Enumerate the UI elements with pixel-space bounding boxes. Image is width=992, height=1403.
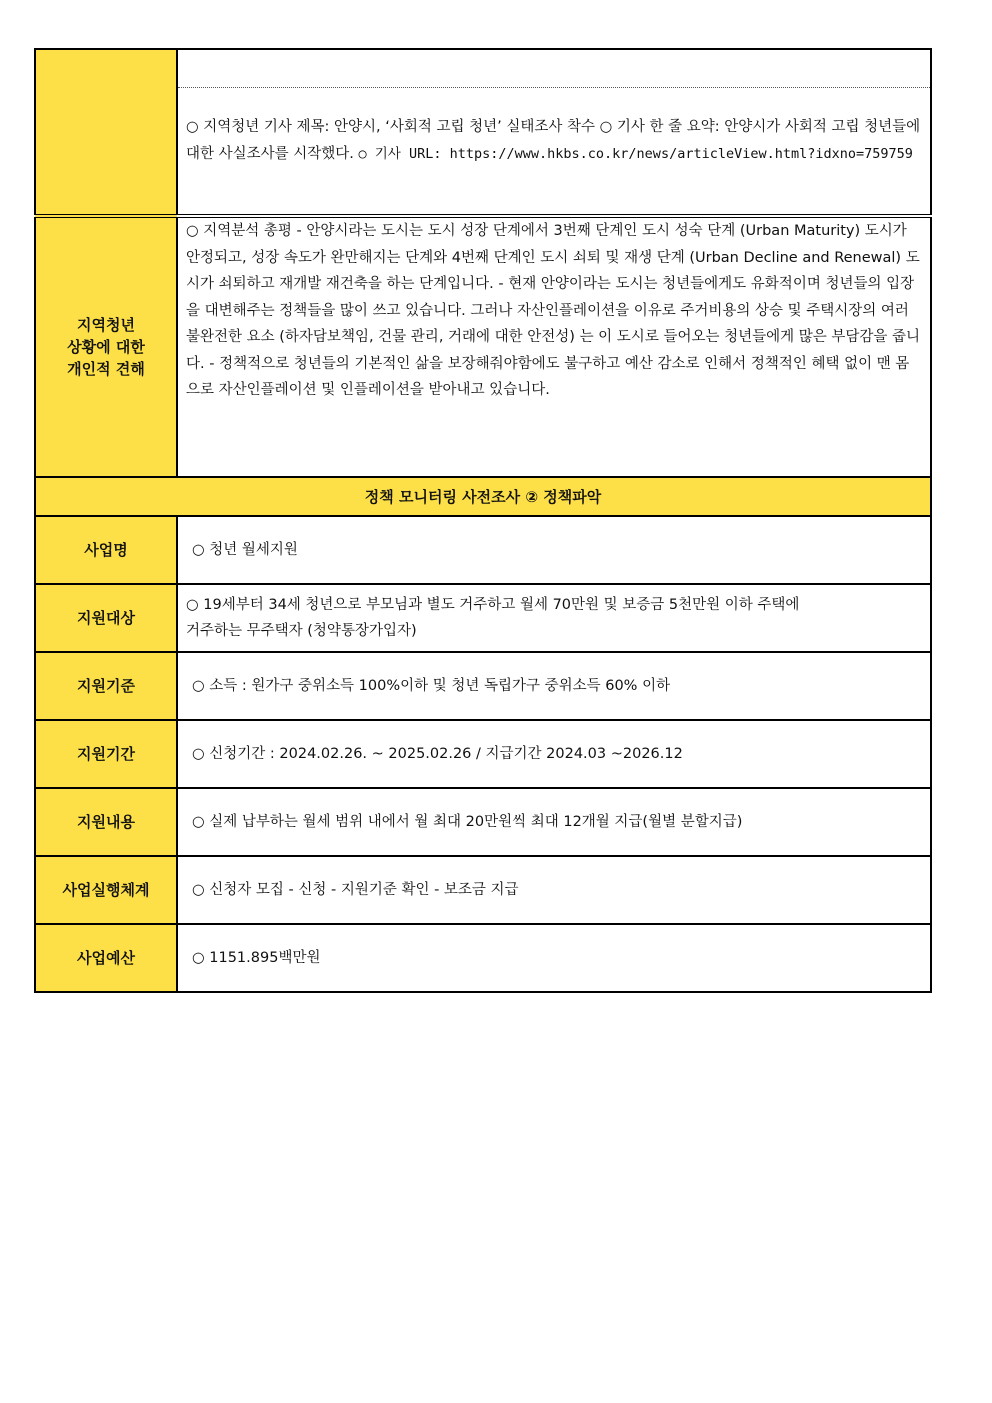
row-line: ○ 신청자 모집 - 신청 - 지원기준 확인 - 보조금 지급 [192, 881, 519, 898]
opinion-label-line: 상황에 대한 [67, 338, 145, 356]
row-label: 지원기준 [35, 652, 177, 720]
row-line: ○ 19세부터 34세 청년으로 부모님과 별도 거주하고 월세 70만원 및 보증금 5천만원 이하 주택에 [186, 596, 800, 613]
article-body [178, 88, 930, 190]
row-value [177, 924, 931, 992]
row-value [177, 856, 931, 924]
row-line: ○ 실제 납부하는 월세 범위 내에서 월 최대 20만원씩 최대 12개월 지급(월별 분할지급) [192, 813, 743, 830]
document-page [34, 48, 932, 993]
row-value [177, 720, 931, 788]
opinion-line: Decline and Renewal) 도시가 쇠퇴하고 재개발 재건축을 하는 단계입니다. [186, 249, 920, 292]
article-url: ○ 기사 URL: https://www.hkbs.co.kr/news/articleView.html?idxno=759759 [358, 146, 913, 162]
row-value [177, 788, 931, 856]
section-header-row [35, 477, 931, 516]
row-line: ○ 1151.895백만원 [192, 949, 321, 966]
policy-row-period [35, 720, 931, 788]
policy-row-name [35, 516, 931, 584]
opinion-label-line: 지역청년 [77, 316, 135, 334]
article-title: ○ 지역청년 기사 제목: 안양시, ‘사회적 고립 청년’ 실태조사 착수 [186, 119, 596, 135]
row-value [177, 584, 931, 652]
article-row [35, 49, 931, 216]
policy-row-budget [35, 924, 931, 992]
row-line: ○ 신청기간 : 2024.02.26. ~ 2025.02.26 / 지급기간 2024.03 ~2026.12 [192, 745, 683, 762]
row-value [177, 516, 931, 584]
policy-row-target [35, 584, 931, 652]
row-label: 지원내용 [35, 788, 177, 856]
opinion-line: 불완전한 요소 (하자담보책임, 건물 관리, 거래에 대한 안전성) 는 이 도시로 들어오는 [186, 329, 720, 345]
opinion-line: - 현재 안양이라는 도시는 청년들에게도 유화적이며 청년들의 입장을 대변해주는 정책들을 [186, 276, 915, 319]
article-content-cell [177, 49, 931, 216]
row-value [177, 652, 931, 720]
opinion-line: - 정책적으로 청년들의 기본적인 삶을 보장해줘야함에도 불구하고 예산 감소로 인해서 [209, 355, 747, 372]
row-label: 사업명 [35, 516, 177, 584]
opinion-line: - 안양시라는 도시는 도시 성장 단계에서 3번째 단계인 도시 성숙 단계 (Urban Maturity) 도시가 [296, 223, 907, 239]
row-line: 거주하는 무주택자 (청약통장가입자) [186, 623, 417, 639]
opinion-label-line: 개인적 견해 [67, 360, 145, 378]
opinion-line: 안정되고, 성장 속도가 완만해지는 단계와 4번째 단계인 도시 쇠퇴 및 재생 단계 (Urban [186, 249, 739, 266]
article-summary: ○ 기사 한 줄 요약: 안양시가 사회적 고립 청년들에 대한 사실조사를 시작했다. [186, 119, 921, 162]
opinion-line: 많이 쓰고 있습니다. 그러나 자산인플레이션을 이유로 주거비용의 상승 및 주택시장의 여러 [339, 302, 909, 319]
opinion-line: ○ 지역분석 총평 [186, 223, 292, 239]
row-label: 사업예산 [35, 924, 177, 992]
article-top-blank [178, 50, 930, 88]
opinion-label [35, 216, 177, 477]
policy-row-system [35, 856, 931, 924]
article-label-cell [35, 49, 177, 216]
row-label: 지원대상 [35, 584, 177, 652]
opinion-line: 청년들에게 많은 부담감을 줍니다. [186, 329, 920, 372]
section-title: 정책 모니터링 사전조사 ② 정책파악 [35, 477, 931, 516]
row-label: 지원기간 [35, 720, 177, 788]
opinion-row [35, 216, 931, 477]
opinion-line: 정책적인 혜택 없이 맨 몸으로 자산인플레이션 및 인플레이션을 받아내고 있습니다. [186, 355, 910, 398]
row-line: ○ 소득 : 원가구 중위소득 100%이하 및 청년 독립가구 중위소득 60% 이하 [192, 677, 671, 694]
policy-row-contents [35, 788, 931, 856]
policy-table [34, 48, 932, 993]
opinion-content [177, 216, 931, 477]
policy-row-criteria [35, 652, 931, 720]
row-label: 사업실행체계 [35, 856, 177, 924]
row-line: ○ 청년 월세지원 [192, 541, 298, 558]
